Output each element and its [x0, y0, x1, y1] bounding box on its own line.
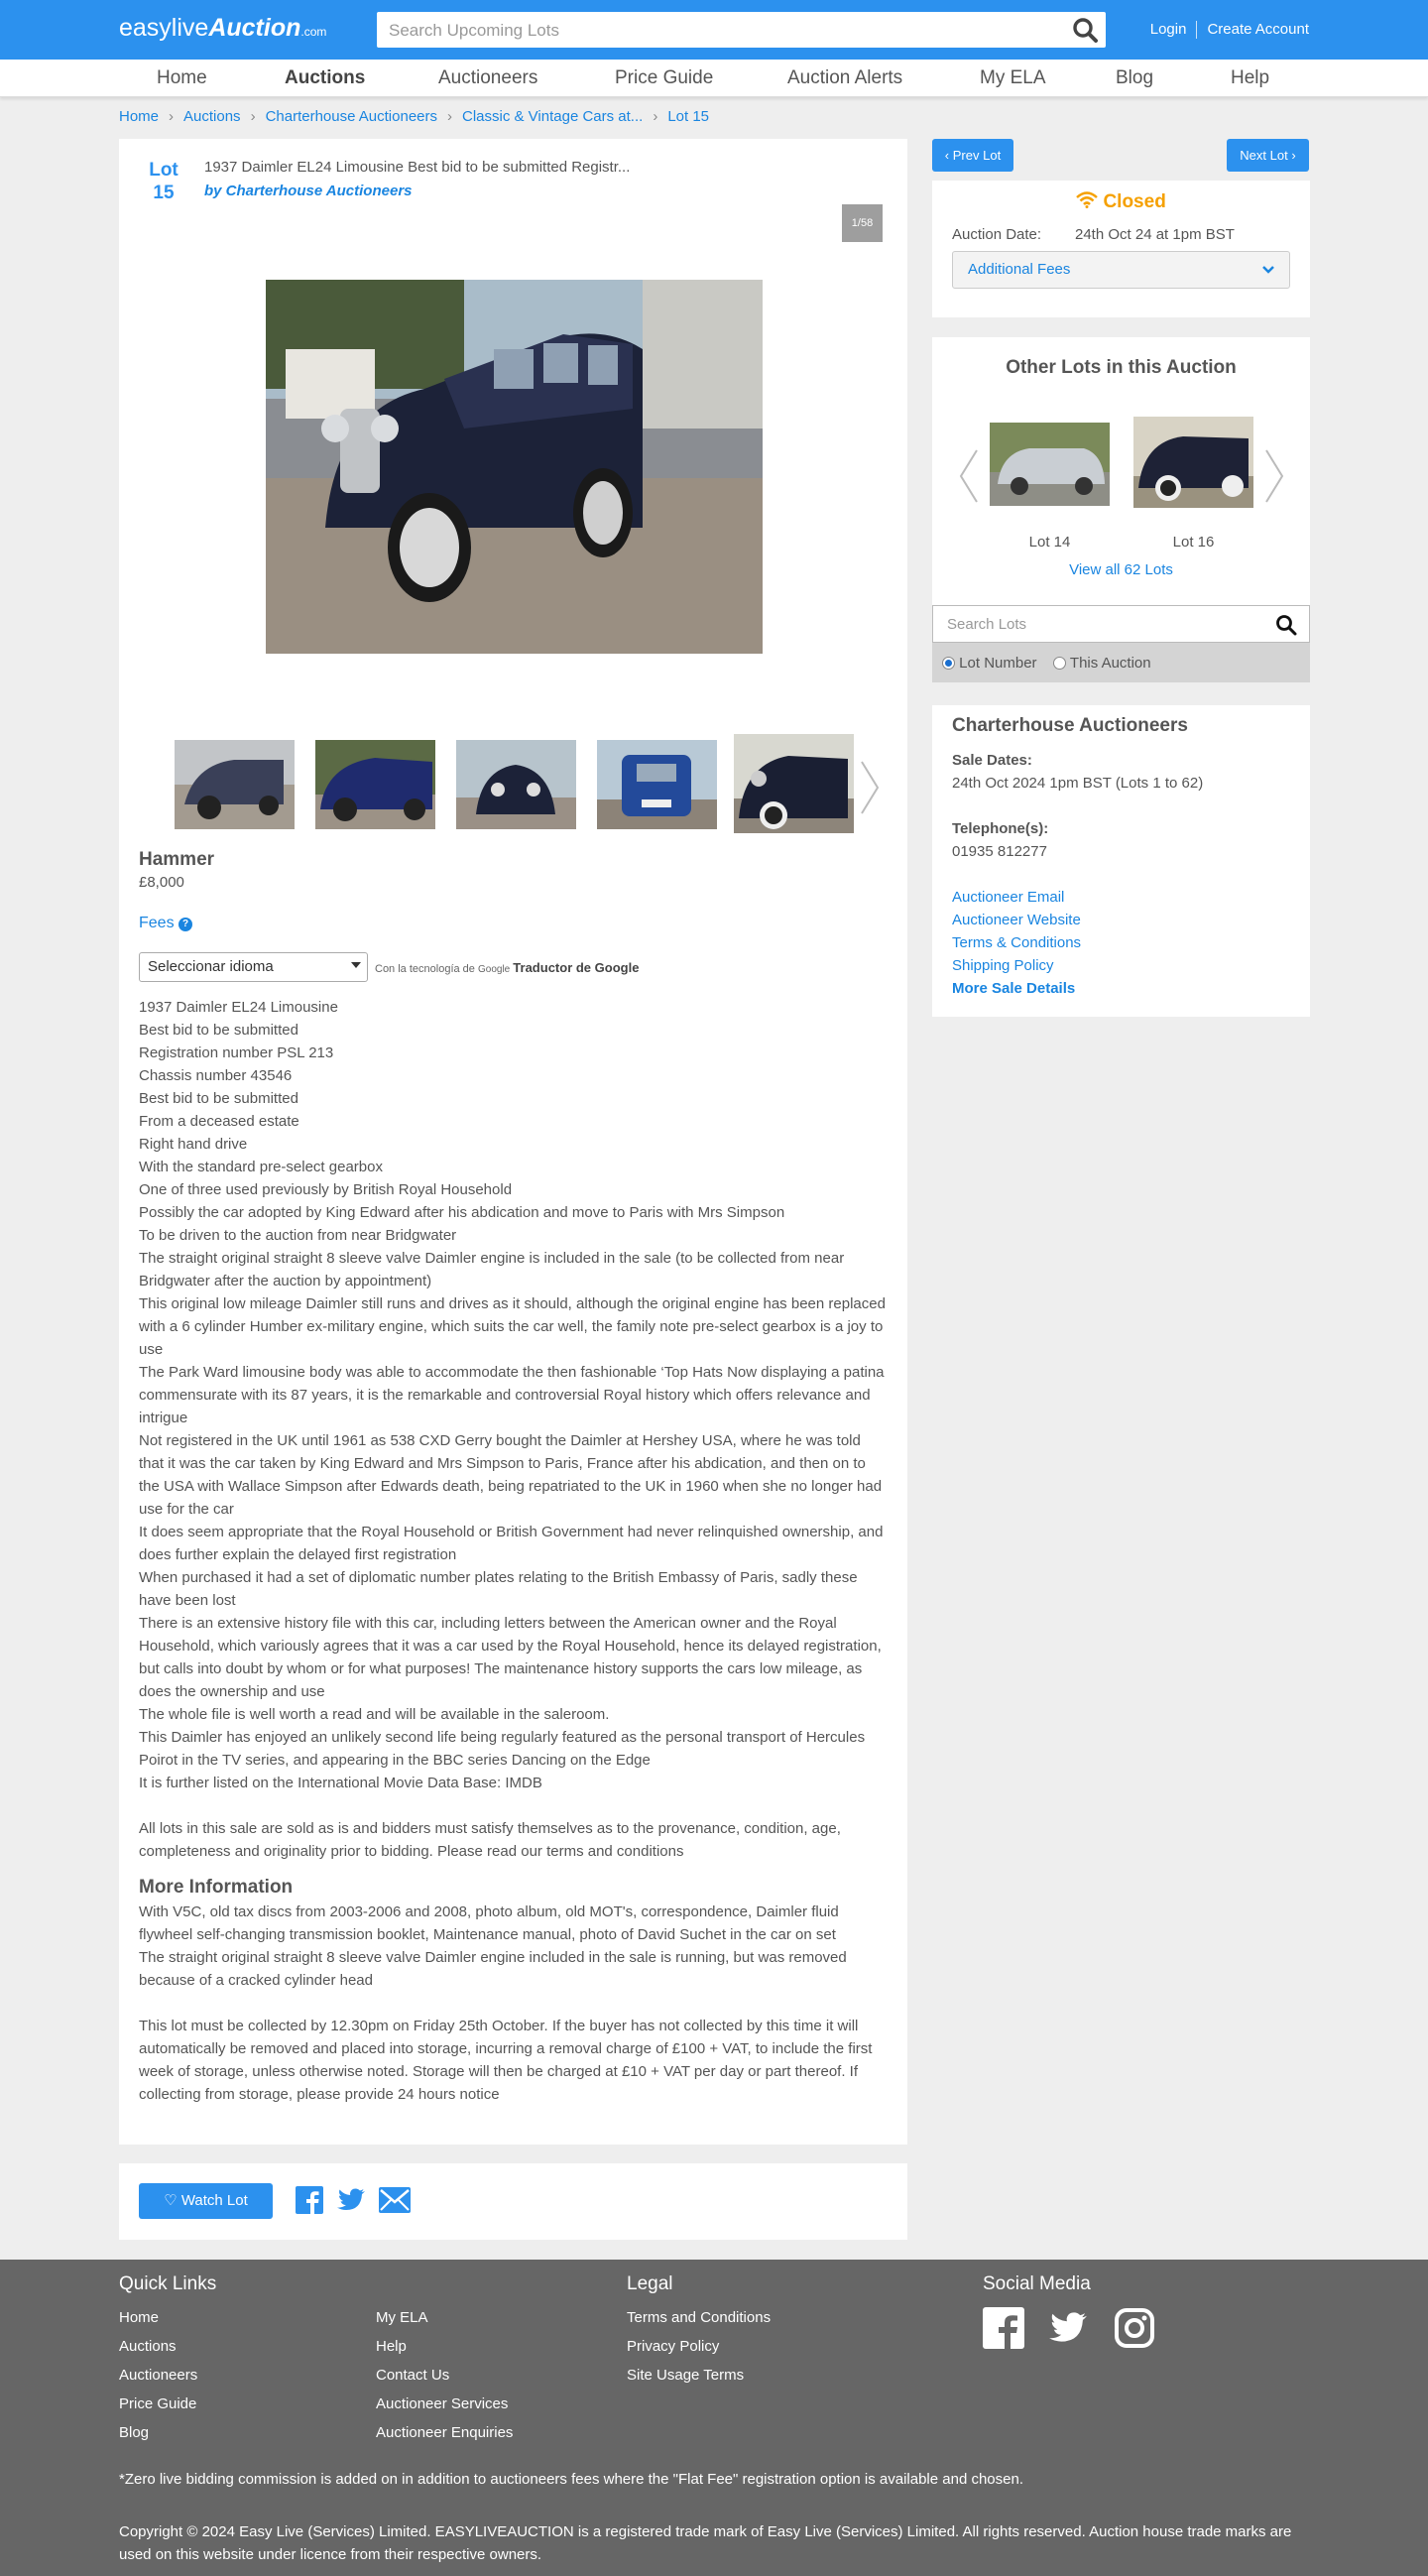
- main-nav: [0, 60, 1428, 97]
- facebook-icon[interactable]: [983, 2307, 1024, 2354]
- watch-lot-label: Watch Lot: [180, 2192, 248, 2209]
- telephone-value: 01935 812277: [952, 843, 1047, 860]
- status-badge: [932, 190, 1310, 213]
- create-account-link[interactable]: Create Account: [1207, 21, 1309, 38]
- nav-auction-alerts[interactable]: Auction Alerts: [787, 67, 903, 88]
- nav-home[interactable]: Home: [157, 67, 207, 88]
- next-lot-label: Next Lot: [1240, 148, 1288, 163]
- terms-conditions-link[interactable]: Terms & Conditions: [952, 934, 1082, 951]
- lot-number-value: 15: [153, 183, 175, 203]
- twitter-icon[interactable]: [1046, 2309, 1090, 2352]
- description-line: The straight original straight 8 sleeve valve Daimler engine is included in the sale (to be collected from near Bridgwater after the auction by appointment): [139, 1250, 845, 1289]
- copyright: Copyright © 2024 Easy Live (Services) Limited. EASYLIVEAUCTION is a registered trade mark of Easy Live (Services) Limited. All rights reserved. Auction house trade marks are used on this website under licence from their respective owners.: [119, 2523, 1292, 2563]
- other-lot-label-16[interactable]: Lot 16: [1172, 534, 1215, 551]
- lot-card: [119, 139, 907, 2145]
- description-line: Chassis number 43546: [139, 1067, 293, 1084]
- auctioneer-website-link[interactable]: Auctioneer Website: [952, 912, 1081, 928]
- other-lot-label-14[interactable]: Lot 14: [1028, 534, 1071, 551]
- lot-title: 1937 Daimler EL24 Limousine Best bid to be submitted Registr...: [204, 159, 631, 176]
- search-placeholder: Search Upcoming Lots: [389, 21, 559, 40]
- next-lot-button[interactable]: [1227, 139, 1309, 172]
- main-lot-image[interactable]: [266, 280, 763, 654]
- prev-lot-label: Prev Lot: [952, 148, 1002, 163]
- email-icon[interactable]: [379, 2187, 411, 2218]
- instagram-icon[interactable]: [1114, 2307, 1155, 2354]
- lot-number: [141, 159, 186, 204]
- shipping-policy-link[interactable]: Shipping Policy: [952, 957, 1054, 974]
- top-bar: [0, 0, 1428, 60]
- more-info-lines: [139, 1901, 888, 1992]
- other-lots-heading: Other Lots in this Auction: [1006, 357, 1237, 378]
- chevron-right-icon[interactable]: [1264, 448, 1286, 509]
- description-line: Possibly the car adopted by King Edward after his abdication and move to Paris with Mrs Simpson: [139, 1204, 785, 1221]
- description-line: It is further listed on the International Movie Data Base: IMDB: [139, 1775, 542, 1791]
- sale-dates-label: Sale Dates:: [952, 752, 1032, 769]
- hammer-label: Hammer: [139, 849, 215, 870]
- quick-links-col1: [119, 2303, 197, 2447]
- footer-link-contact-us[interactable]: Contact Us: [376, 2367, 450, 2384]
- breadcrumb-auctions[interactable]: Auctions: [183, 108, 241, 125]
- lot-description: [139, 996, 888, 2106]
- footer-link-price-guide[interactable]: Price Guide: [119, 2395, 197, 2412]
- nav-price-guide[interactable]: Price Guide: [615, 67, 714, 88]
- auctioneer-email-link[interactable]: Auctioneer Email: [952, 889, 1065, 906]
- auction-status-card: [932, 181, 1310, 317]
- description-line: To be driven to the auction from near Bridgwater: [139, 1227, 457, 1244]
- heart-icon: ♡: [164, 2192, 178, 2209]
- other-lot-thumbnail-16[interactable]: [1133, 417, 1253, 508]
- lot-label: Lot: [149, 160, 178, 181]
- chevron-down-icon: [351, 962, 361, 968]
- logo-text-light: easylive: [119, 14, 209, 42]
- collection-note: This lot must be collected by 12.30pm on Friday 25th October. If the buyer has not collected by this time it will automatically be removed and placed into storage, incurring a removal charge of £100 + VAT, to include the first week of storage, unless otherwise noted. Storage will then be charged at £10 + VAT per day or part thereof. If collecting from storage, please provide 24 hours notice: [139, 2018, 873, 2103]
- description-lines: [139, 996, 888, 1794]
- quick-links-col2: [376, 2303, 513, 2447]
- commission-note: *Zero live bidding commission is added on in addition to auctioneers fees where the "Flat Fee" registration option is available and chosen.: [119, 2471, 1024, 2488]
- radio-button: [1053, 657, 1066, 670]
- social-media-heading: Social Media: [983, 2273, 1091, 2294]
- chevron-right-icon: ›: [447, 108, 452, 125]
- thumbnail-2[interactable]: [315, 740, 435, 829]
- breadcrumb-auction[interactable]: Classic & Vintage Cars at...: [462, 108, 644, 125]
- description-line: The Park Ward limousine body was able to accommodate the then fashionable ‘Top Hats Now displaying a patina commensurate with its 87 years, it is the remarkable and controversial Royal history which offers relevance and intrigue: [139, 1364, 885, 1426]
- footer-link-auctioneer-enquiries[interactable]: Auctioneer Enquiries: [376, 2424, 514, 2441]
- description-line: Registration number PSL 213: [139, 1044, 334, 1061]
- description-line: Right hand drive: [139, 1136, 248, 1153]
- description-line: When purchased it had a set of diplomatic number plates relating to the British Embassy of Paris, sadly these have been lost: [139, 1569, 858, 1609]
- terms-note: All lots in this sale are sold as is and bidders must satisfy themselves as to the provenance, condition, age, completeness and originality prior to bidding. Please read our terms and conditions: [139, 1820, 841, 1860]
- translate-brand[interactable]: Traductor de Google: [513, 960, 640, 975]
- chevron-down-icon: [1261, 252, 1275, 302]
- more-info-line: With V5C, old tax discs from 2003-2006 and 2008, photo album, old MOT's, correspondence, Daimler fluid flywheel self-changing transmission booklet, Maintenance manual, photo of David Suchet in the car on set: [139, 1903, 839, 1943]
- google-translate-credit: [375, 960, 639, 975]
- wifi-icon: [1076, 191, 1098, 212]
- chevron-right-icon: ›: [1291, 148, 1296, 163]
- nav-auctioneers[interactable]: Auctioneers: [438, 67, 538, 88]
- facebook-icon[interactable]: [296, 2186, 323, 2219]
- thumbnail-5[interactable]: [734, 734, 854, 833]
- description-line: This original low mileage Daimler still runs and drives as it should, although the original engine has been replaced with a 6 cylinder Humber ex-military engine, which suits the car well, the family note pre-select gearbox is a joy to use: [139, 1295, 886, 1358]
- footer-link-terms[interactable]: Terms and Conditions: [627, 2309, 772, 2326]
- additional-fees-label: Additional Fees: [968, 261, 1071, 278]
- breadcrumb-lot[interactable]: Lot 15: [667, 108, 710, 125]
- other-lot-thumbnail-14[interactable]: [990, 423, 1110, 512]
- footer-link-blog[interactable]: Blog: [119, 2424, 150, 2441]
- description-line: This Daimler has enjoyed an unlikely second life being regularly featured as the personal transport of Hercules Poirot in the TV series, and appearing in the BBC series Dancing on the Edge: [139, 1729, 866, 1769]
- description-line: Best bid to be submitted: [139, 1090, 298, 1107]
- search-icon[interactable]: [1072, 17, 1098, 48]
- description-line: 1937 Daimler EL24 Limousine: [139, 999, 338, 1016]
- additional-fees-dropdown[interactable]: [952, 251, 1290, 289]
- nav-help[interactable]: Help: [1231, 67, 1270, 88]
- footer-link-my-ela[interactable]: My ELA: [376, 2309, 428, 2326]
- nav-blog[interactable]: Blog: [1116, 67, 1154, 88]
- more-sale-details-link[interactable]: More Sale Details: [952, 980, 1076, 997]
- radio-lot-number-label: Lot Number: [959, 655, 1037, 672]
- auction-date-value: 24th Oct 24 at 1pm BST: [1075, 226, 1235, 243]
- twitter-icon[interactable]: [336, 2186, 366, 2219]
- chevron-left-icon[interactable]: [957, 448, 979, 509]
- auctioneer-name: Charterhouse Auctioneers: [952, 715, 1188, 736]
- description-line: From a deceased estate: [139, 1113, 299, 1130]
- radio-button-selected: [942, 657, 955, 670]
- view-all-lots-link[interactable]: View all 62 Lots: [1069, 561, 1173, 578]
- legal-links: [627, 2303, 771, 2390]
- breadcrumb-home[interactable]: Home: [119, 108, 160, 125]
- thumbnail-4[interactable]: [597, 740, 717, 829]
- breadcrumb-auctioneer[interactable]: Charterhouse Auctioneers: [265, 108, 437, 125]
- thumbnail-3[interactable]: [456, 740, 576, 829]
- image-counter: 1/58: [842, 204, 883, 242]
- legal-heading: Legal: [627, 2273, 673, 2294]
- footer: [0, 2260, 1428, 2576]
- search-lots-placeholder: Search Lots: [947, 616, 1027, 633]
- telephone-label: Telephone(s):: [952, 820, 1049, 837]
- nav-auctions[interactable]: Auctions: [285, 67, 366, 88]
- lot-auctioneer-link[interactable]: by Charterhouse Auctioneers: [204, 183, 413, 199]
- logo-text-suffix: .com: [300, 25, 327, 39]
- chevron-right-icon: ›: [653, 108, 658, 125]
- login-link[interactable]: Login: [1149, 21, 1187, 38]
- watch-bar: [119, 2163, 907, 2240]
- footer-link-help[interactable]: Help: [376, 2338, 407, 2355]
- nav-my-ela[interactable]: My ELA: [980, 67, 1046, 88]
- question-icon[interactable]: ?: [178, 918, 192, 931]
- footer-link-privacy[interactable]: Privacy Policy: [627, 2338, 720, 2355]
- watch-lot-button[interactable]: [139, 2183, 273, 2219]
- site-logo[interactable]: [119, 14, 326, 43]
- description-line: One of three used previously by British Royal Household: [139, 1181, 513, 1198]
- language-select-value: Seleccionar idioma: [148, 958, 274, 975]
- fees-label: Fees: [139, 915, 175, 931]
- description-line: It does seem appropriate that the Royal Household or British Government had never relinquished ownership, and does further explain the delayed first registration: [139, 1524, 884, 1563]
- language-select[interactable]: [139, 952, 368, 982]
- radio-this-auction[interactable]: [1053, 655, 1151, 672]
- footer-link-home[interactable]: Home: [119, 2309, 160, 2326]
- google-logo-text: Google: [477, 964, 511, 975]
- quick-links-heading: Quick Links: [119, 2273, 217, 2294]
- prev-lot-button[interactable]: [932, 139, 1013, 172]
- more-info-line: The straight original straight 8 sleeve valve Daimler engine included in the sale is running, but was removed because of a cracked cylinder head: [139, 1949, 847, 1989]
- chevron-left-icon: ‹: [944, 148, 950, 163]
- translate-prefix: Con la tecnología de: [375, 963, 475, 975]
- sale-dates-value: 24th Oct 2024 1pm BST (Lots 1 to 62): [952, 775, 1204, 792]
- search-lots-options: [932, 643, 1310, 682]
- description-line: There is an extensive history file with this car, including letters between the American owner and the Royal Household, which variously agrees that it was a car used by the Royal Household, hence its delayed registration, but calls into doubt by whom or for what purposes! The maintenance history supports the cars low mileage, as does the ownership and use: [139, 1615, 882, 1700]
- more-info-heading: More Information: [139, 1877, 294, 1898]
- footer-link-site-usage[interactable]: Site Usage Terms: [627, 2367, 745, 2384]
- chevron-right-icon: ›: [250, 108, 256, 125]
- auctioneer-card: [932, 705, 1310, 1017]
- site-search-input[interactable]: [377, 12, 1106, 48]
- status-text: Closed: [1103, 191, 1166, 212]
- search-icon[interactable]: [1275, 614, 1297, 641]
- other-lots-card: [932, 337, 1310, 672]
- radio-this-auction-label: This Auction: [1069, 655, 1151, 672]
- auction-date-label: Auction Date:: [952, 226, 1042, 243]
- hammer-price: £8,000: [139, 874, 184, 891]
- search-lots-input[interactable]: [932, 605, 1310, 643]
- thumbnail-1[interactable]: [175, 740, 295, 829]
- breadcrumb: [119, 108, 709, 125]
- fees-link[interactable]: [139, 915, 192, 932]
- description-line: Best bid to be submitted: [139, 1022, 298, 1039]
- footer-link-auctioneers[interactable]: Auctioneers: [119, 2367, 198, 2384]
- header-divider: [1196, 21, 1197, 39]
- chevron-right-icon: ›: [169, 108, 175, 125]
- radio-lot-number[interactable]: [942, 655, 1037, 672]
- footer-link-auctioneer-services[interactable]: Auctioneer Services: [376, 2395, 509, 2412]
- description-line: With the standard pre-select gearbox: [139, 1159, 383, 1175]
- logo-text-bold: Auction: [208, 14, 301, 42]
- description-line: Not registered in the UK until 1961 as 538 CXD Gerry bought the Daimler at Hershey USA, where he was told that it was the car taken by King Edward and Mrs Simpson to Paris, France after his abdication, and then on to the USA with Wallace Simpson after Edwards death, being repatriated to the UK in 1960 when she no longer had use for the car: [139, 1432, 883, 1518]
- chevron-right-icon[interactable]: [858, 760, 882, 820]
- description-line: The whole file is well worth a read and will be available in the saleroom.: [139, 1706, 610, 1723]
- footer-link-auctions[interactable]: Auctions: [119, 2338, 177, 2355]
